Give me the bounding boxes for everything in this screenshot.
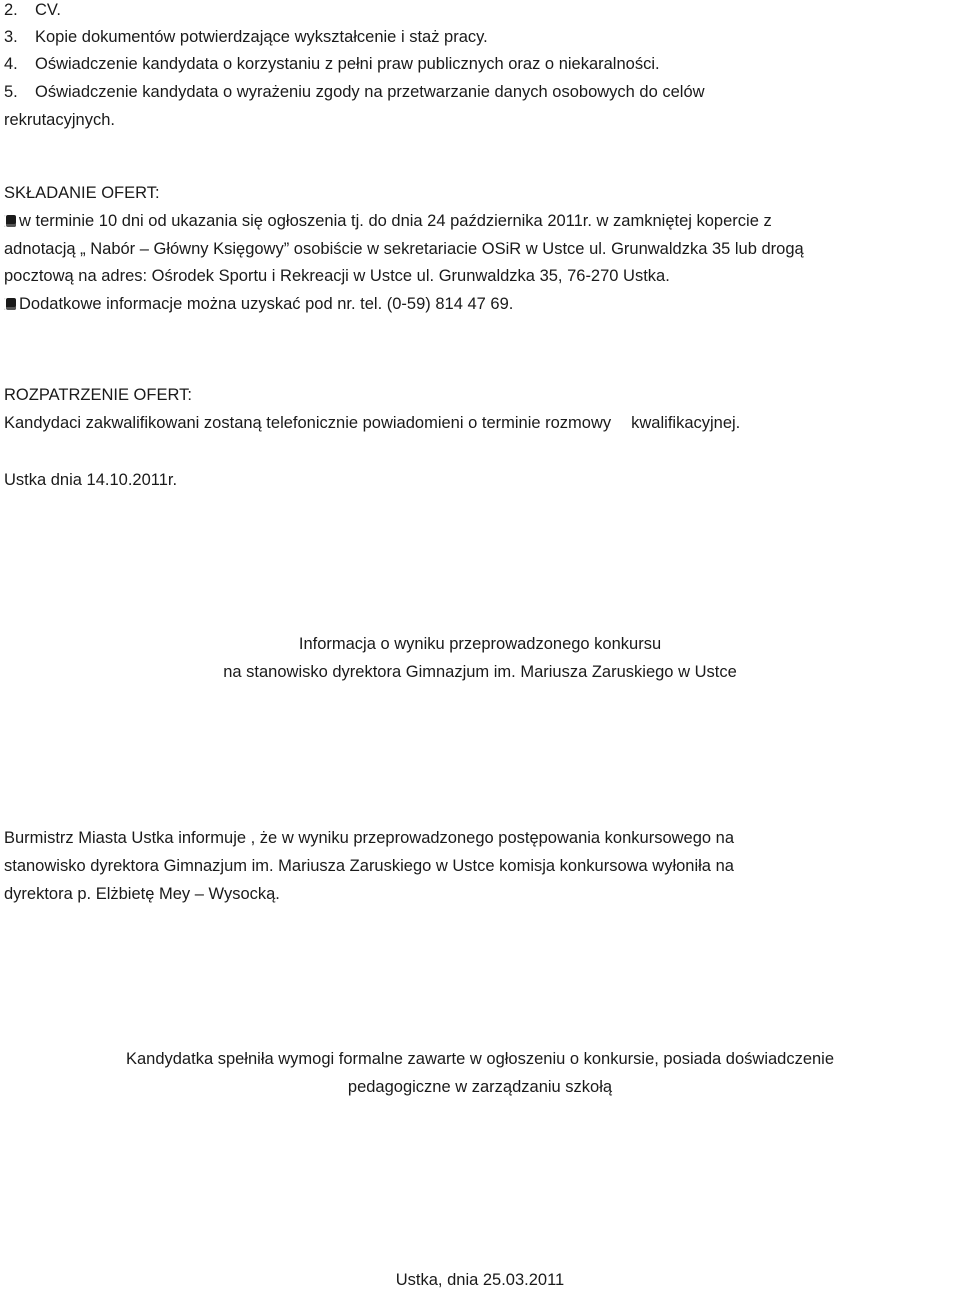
list-number: 5. bbox=[4, 83, 18, 101]
list-number: 2. bbox=[4, 1, 18, 19]
review-heading: ROZPATRZENIE OFERT: bbox=[4, 386, 192, 404]
conclusion-line: pedagogiczne w zarządzaniu szkołą bbox=[347, 1078, 613, 1096]
list-number: 4. bbox=[4, 55, 18, 73]
review-text-main: Kandydaci zakwalifikowani zostaną telefonicznie powiadomieni o terminie rozmowy bbox=[4, 414, 612, 432]
review-text-end: kwalifikacyjnej. bbox=[631, 414, 741, 432]
review-text bbox=[4, 413, 740, 433]
list-item bbox=[4, 82, 705, 102]
offers-text: w terminie 10 dni od ukazania się ogłoszenia tj. do dnia 24 października 2011r. w zamkniętej kopercie z bbox=[19, 212, 772, 230]
offers-line bbox=[4, 211, 772, 231]
announcement-line: dyrektora p. Elżbietę Mey – Wysocką. bbox=[4, 885, 280, 903]
offers-contact-line bbox=[4, 294, 513, 314]
announcement-line: Burmistrz Miasta Ustka informuje , że w wyniku przeprowadzonego postępowania konkursowego na bbox=[4, 829, 735, 847]
list-text: Oświadczenie kandydata o wyrażeniu zgody na przetwarzanie danych osobowych do celów bbox=[35, 83, 705, 101]
offers-heading: SKŁADANIE OFERT: bbox=[4, 184, 160, 202]
book-icon bbox=[4, 298, 16, 310]
list-item bbox=[4, 27, 488, 47]
announcement-line: stanowisko dyrektora Gimnazjum im. Mariusza Zaruskiego w Ustce komisja konkursowa wyłoniła na bbox=[4, 857, 734, 875]
offers-contact-text: Dodatkowe informacje można uzyskać pod nr. tel. (0-59) 814 47 69. bbox=[19, 295, 514, 313]
list-item-continuation: rekrutacyjnych. bbox=[4, 111, 115, 129]
list-text: CV. bbox=[35, 1, 61, 19]
list-text: Oświadczenie kandydata o korzystaniu z pełni praw publicznych oraz o niekaralności. bbox=[35, 55, 660, 73]
info-title-line: Informacja o wyniku przeprowadzonego konkursu bbox=[298, 635, 662, 653]
info-title-line: na stanowisko dyrektora Gimnazjum im. Mariusza Zaruskiego w Ustce bbox=[223, 663, 737, 681]
list-item bbox=[4, 0, 61, 20]
list-item bbox=[4, 54, 660, 74]
date-line: Ustka dnia 14.10.2011r. bbox=[4, 471, 178, 489]
list-text: Kopie dokumentów potwierdzające wykształcenie i staż pracy. bbox=[35, 28, 488, 46]
conclusion-line: Kandydatka spełniła wymogi formalne zawarte w ogłoszeniu o konkursie, posiada doświadczenie bbox=[125, 1050, 835, 1068]
list-number: 3. bbox=[4, 28, 18, 46]
signature-date: Ustka, dnia 25.03.2011 bbox=[395, 1271, 565, 1289]
offers-line: adnotacją „ Nabór – Główny Księgowy” osobiście w sekretariacie OSiR w Ustce ul. Grunwaldzka 35 lub drogą bbox=[4, 240, 804, 258]
book-icon bbox=[4, 215, 16, 227]
offers-line: pocztową na adres: Ośrodek Sportu i Rekreacji w Ustce ul. Grunwaldzka 35, 76-270 Ustka. bbox=[4, 267, 670, 285]
